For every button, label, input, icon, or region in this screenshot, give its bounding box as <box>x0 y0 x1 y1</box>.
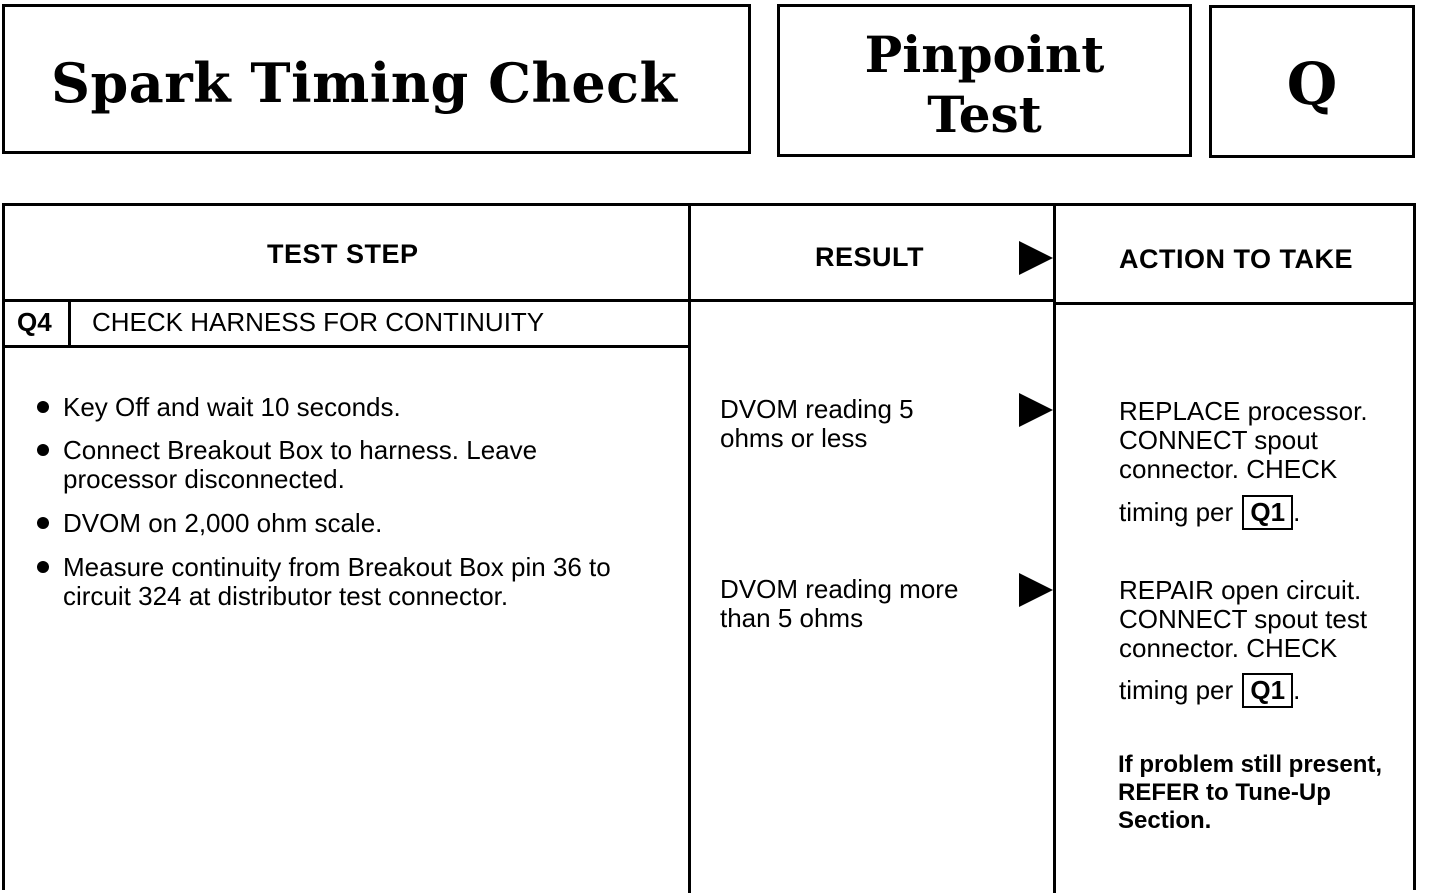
step-reference: Q1 <box>1242 673 1293 708</box>
column-divider-2 <box>1053 206 1056 893</box>
result-1-line1: DVOM reading 5 <box>720 394 914 424</box>
column-divider-1 <box>688 206 691 893</box>
procedure-table <box>2 203 1416 890</box>
note-line2: REFER to Tune-Up <box>1118 779 1331 806</box>
test-type-line1: Pinpoint <box>864 25 1105 84</box>
column-header-test-step: TEST STEP <box>267 239 419 269</box>
column-header-result: RESULT <box>815 242 924 272</box>
note-line1: If problem still present, <box>1118 751 1383 778</box>
result-2-line2: than 5 ohms <box>720 603 864 633</box>
arrow-icon <box>1019 241 1053 275</box>
action-2-period: . <box>1293 675 1301 705</box>
title-box <box>2 4 751 154</box>
step-reference: Q1 <box>1242 495 1293 530</box>
action-2-line1: REPAIR open circuit. <box>1119 575 1362 605</box>
action-1-tail: timing per <box>1119 497 1234 527</box>
note-line3: Section. <box>1118 807 1212 834</box>
page-title: Spark Timing Check <box>51 51 678 115</box>
header-divider-right <box>1053 302 1416 305</box>
bullet-icon <box>37 561 49 573</box>
instruction-1: Key Off and wait 10 seconds. <box>63 392 401 422</box>
step-id: Q4 <box>17 307 52 337</box>
step-title-divider <box>5 345 688 348</box>
arrow-icon <box>1019 393 1053 427</box>
instruction-2-line1: Connect Breakout Box to harness. Leave <box>63 435 538 465</box>
header-divider-left <box>5 299 1053 302</box>
result-1-line2: ohms or less <box>720 423 868 453</box>
step-title: CHECK HARNESS FOR CONTINUITY <box>92 307 545 337</box>
action-2-line4 <box>1119 673 1300 708</box>
result-2-line1: DVOM reading more <box>720 574 959 604</box>
instruction-4-line1: Measure continuity from Breakout Box pin 36 to <box>63 552 611 582</box>
test-type-line2: Test <box>927 85 1042 144</box>
step-id-divider <box>68 299 71 345</box>
instruction-4-line2: circuit 324 at distributor test connector. <box>63 581 509 611</box>
arrow-icon <box>1019 573 1053 607</box>
bullet-icon <box>37 444 49 456</box>
test-letter: Q <box>1286 50 1338 118</box>
action-2-line3: connector. CHECK <box>1119 633 1338 663</box>
bullet-icon <box>37 517 49 529</box>
action-1-line4 <box>1119 495 1300 530</box>
instruction-3: DVOM on 2,000 ohm scale. <box>63 508 383 538</box>
action-1-line1: REPLACE processor. <box>1119 396 1368 426</box>
action-2-tail: timing per <box>1119 675 1234 705</box>
instruction-2-line2: processor disconnected. <box>63 464 345 494</box>
column-header-action: ACTION TO TAKE <box>1119 244 1353 274</box>
test-letter-box <box>1209 5 1415 158</box>
action-2-line2: CONNECT spout test <box>1119 604 1368 634</box>
action-1-line3: connector. CHECK <box>1119 454 1338 484</box>
action-1-line2: CONNECT spout <box>1119 425 1318 455</box>
test-type-box <box>777 4 1192 157</box>
action-1-period: . <box>1293 497 1301 527</box>
bullet-icon <box>37 401 49 413</box>
